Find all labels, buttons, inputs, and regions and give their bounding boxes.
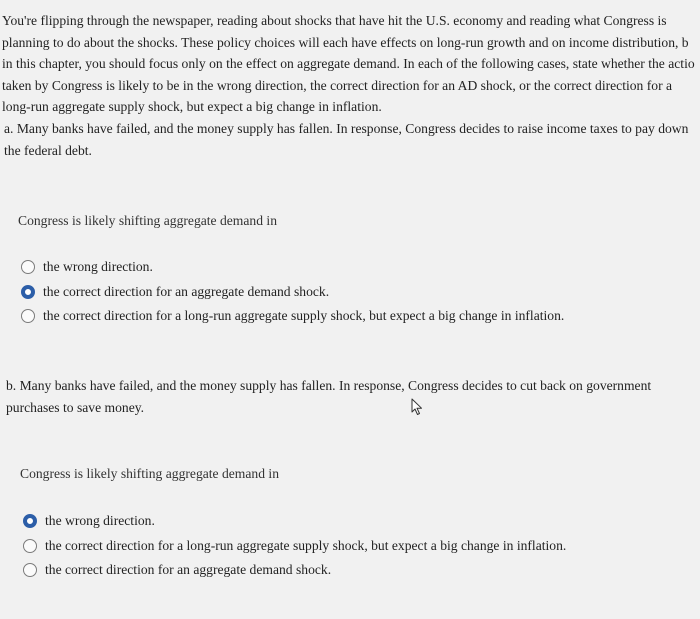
option-label: the wrong direction. [43, 259, 153, 275]
question-b-line: purchases to save money. [6, 399, 145, 415]
question-a-option-ad-shock[interactable] [21, 280, 564, 305]
option-label: the correct direction for an aggregate demand shock. [43, 283, 330, 299]
question-b-line: b. Many banks have failed, and the money supply has fallen. In response, Congress decides to cut back on government [6, 378, 652, 393]
question-a-line: the federal debt. [4, 142, 92, 158]
question-a-options [21, 255, 564, 329]
intro-paragraph [0, 10, 700, 118]
question-b-prompt: Congress is likely shifting aggregate demand in [20, 466, 279, 481]
radio-button[interactable] [23, 539, 37, 553]
intro-line: planning to do about the shocks. These policy choices will each have effects on long-run growth and on income distribution, b [2, 34, 689, 50]
option-label: the correct direction for an aggregate demand shock. [45, 562, 332, 578]
radio-button[interactable] [21, 309, 35, 323]
question-a-line: a. Many banks have failed, and the money supply has fallen. In response, Congress decides to raise income taxes to pay down [4, 121, 689, 136]
radio-button[interactable] [21, 260, 35, 274]
radio-button[interactable] [23, 563, 37, 577]
intro-line: in this chapter, you should focus only on the effect on aggregate demand. In each of the following cases, state whether the actio [2, 56, 695, 72]
question-b-option-ad-shock[interactable] [23, 558, 566, 583]
question-b-option-lras-shock[interactable] [23, 534, 566, 559]
question-a-option-wrong-direction[interactable] [21, 255, 564, 280]
question-a-option-lras-shock[interactable] [21, 304, 564, 329]
option-label: the correct direction for a long-run aggregate supply shock, but expect a big change in inflation. [45, 537, 567, 553]
radio-button-selected[interactable] [21, 285, 35, 299]
mouse-pointer-icon [410, 398, 424, 416]
question-b-text [6, 375, 651, 418]
question-b-options [23, 509, 566, 583]
intro-line: taken by Congress is likely to be in the wrong direction, the correct direction for an AD shock, or the correct direction for a [2, 77, 673, 93]
question-a-prompt: Congress is likely shifting aggregate demand in [18, 213, 277, 228]
option-label: the correct direction for a long-run aggregate supply shock, but expect a big change in inflation. [43, 308, 565, 324]
question-a-text [4, 118, 688, 161]
intro-line: You're flipping through the newspaper, reading about shocks that have hit the U.S. economy and reading what Congress is [2, 13, 667, 28]
intro-line: long-run aggregate supply shock, but expect a big change in inflation. [2, 99, 382, 115]
radio-button-selected[interactable] [23, 514, 37, 528]
question-b-option-wrong-direction[interactable] [23, 509, 566, 534]
option-label: the wrong direction. [45, 513, 155, 529]
